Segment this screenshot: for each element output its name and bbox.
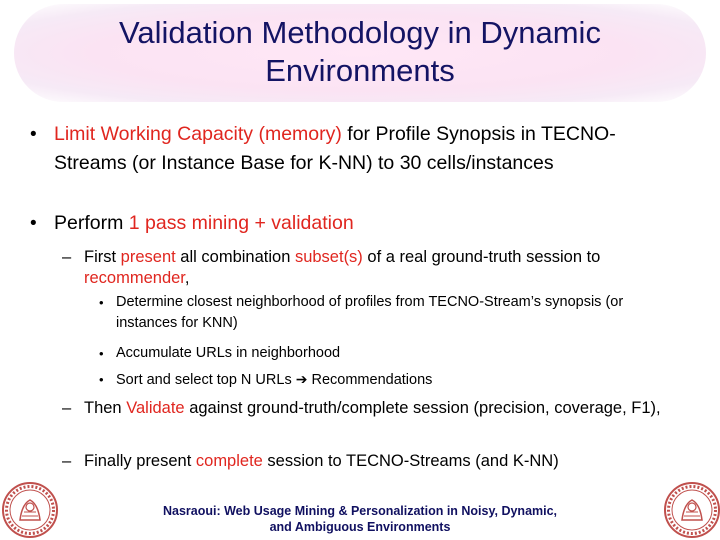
bullet-icon: • [99, 346, 104, 361]
sub-item-sort [99, 369, 676, 391]
sub1-text-c: of a real ground-truth session to [362, 248, 601, 266]
sub-item-text: Accumulate URLs in neighborhood [116, 345, 341, 361]
sub-item-text: Determine closest neighborhood of profiles from TECNO-Stream’s synopsis (or instances for KNN) [116, 294, 624, 331]
slide-body [0, 118, 720, 478]
bullet-icon: • [99, 295, 104, 310]
right-university-seal-icon [662, 480, 720, 540]
arrow-right-icon: ➔ [295, 371, 308, 387]
slide-footer [150, 503, 570, 535]
sub2-emphasis-validate: Validate [126, 399, 185, 417]
dash-icon: – [62, 248, 72, 266]
sub1-emphasis-recommender: recommender [84, 269, 185, 287]
dash-icon: – [62, 452, 72, 470]
bullet-2-emphasis: 1 pass mining + validation [128, 212, 354, 234]
sub-item-determine [99, 292, 676, 334]
sub3-text-b: session to TECNO-Streams (and K-NN) [262, 452, 559, 470]
sub-item-text: Sort and select top N URLs [116, 372, 292, 388]
sub-bullet-first-present [62, 247, 702, 289]
sub2-text-b: against ground-truth/complete session (precision, coverage, F1), [184, 399, 661, 417]
slide-title-line1: Validation Methodology in Dynamic [119, 15, 601, 50]
footer-line1: Nasraoui: Web Usage Mining & Personalization in Noisy, Dynamic, [162, 504, 558, 518]
sub2-text-a: Then [84, 399, 127, 417]
bullet-1-text: for Profile Synopsis in TECNO-Streams (or Instance Base for K-NN) to 30 cells/instances [54, 123, 616, 174]
bullet-2-text: Perform [54, 212, 129, 234]
sub-item-result: Recommendations [311, 372, 433, 388]
sub3-emphasis-complete: complete [195, 452, 263, 470]
footer-line2: and Ambiguous Environments [269, 520, 451, 534]
sub-bullet-validate [62, 398, 702, 419]
sub1-emphasis-subsets: subset(s) [294, 248, 363, 266]
sub1-text-d: , [184, 269, 190, 287]
sub1-text-b: all combination [175, 248, 295, 266]
dash-icon: – [62, 399, 72, 417]
left-university-seal-icon [0, 480, 60, 540]
bullet-icon: • [30, 213, 37, 234]
sub1-emphasis-present: present [120, 248, 176, 266]
bullet-one-pass [30, 209, 674, 238]
sub-bullet-finally [62, 451, 702, 472]
bullet-limit-capacity [30, 120, 674, 178]
bullet-icon: • [99, 372, 104, 387]
bullet-icon: • [30, 124, 37, 145]
slide-title-line2: Environments [265, 53, 455, 88]
sub3-text-a: Finally present [84, 452, 196, 470]
bullet-1-emphasis: Limit Working Capacity (memory) [54, 123, 342, 145]
sub-item-accumulate [99, 343, 676, 364]
slide-title [40, 14, 680, 90]
sub1-text-a: First [84, 248, 121, 266]
